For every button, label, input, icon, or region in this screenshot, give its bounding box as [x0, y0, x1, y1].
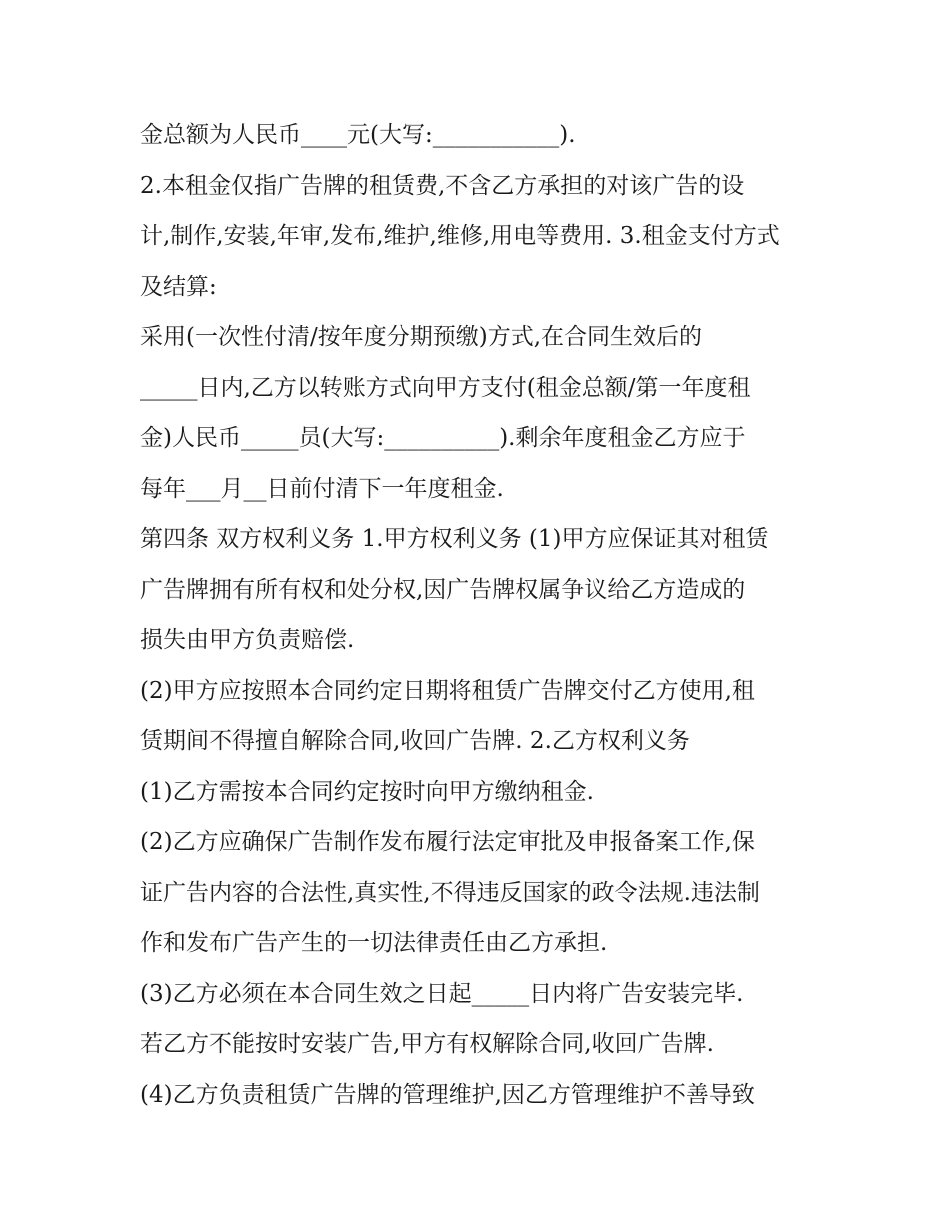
text-line: 金总额为人民币____元(大写:___________).: [140, 122, 576, 148]
text-line: 2.本租金仅指广告牌的租赁费,不含乙方承担的对该广告的设: [140, 172, 745, 199]
text-line: (2)甲方应按照本合同约定日期将租赁广告牌交付乙方使用,租: [140, 677, 755, 704]
text-line: 广告牌拥有所有权和处分权,因广告牌权属争议给乙方造成的: [140, 576, 746, 603]
text-line: 计,制作,安装,年审,发布,维护,维修,用电等费用. 3.租金支付方式: [140, 223, 780, 249]
text-line: 采用(一次性付清/按年度分期预缴)方式,在合同生效后的: [140, 324, 703, 350]
text-line: _____日内,乙方以转账方式向甲方支付(租金总额/第一年度租: [140, 374, 751, 401]
text-line: 损失由甲方负责赔偿.: [140, 627, 355, 653]
text-line: 第四条 双方权利义务 1.甲方权利义务 (1)甲方应保证其对租赁: [140, 526, 769, 552]
text-line: (1)乙方需按本合同约定按时向甲方缴纳租金.: [140, 778, 594, 805]
text-line: (2)乙方应确保广告制作发布履行法定审批及申报备案工作,保: [140, 829, 755, 855]
text-line: 赁期间不得擅自解除合同,收回广告牌. 2.乙方权利义务: [140, 728, 690, 754]
text-line: 证广告内容的合法性,真实性,不得违反国家的政令法规.违法制: [140, 879, 760, 906]
text-line: 金)人民币_____员(大写:__________).剩余年度租金乙方应于: [140, 425, 746, 451]
document-body: [140, 110, 820, 1120]
text-line: (3)乙方必须在本合同生效之日起_____日内将广告安装完毕.: [140, 980, 744, 1007]
text-line: 及结算:: [140, 273, 217, 300]
text-line: 作和发布广告产生的一切法律责任由乙方承担.: [140, 930, 608, 956]
text-line: 每年___月__日前付清下一年度租金.: [140, 475, 504, 502]
text-line: 若乙方不能按时安装广告,甲方有权解除合同,收回广告牌.: [140, 1031, 714, 1057]
text-line: (4)乙方负责租赁广告牌的管理维护,因乙方管理维护不善导致: [140, 1081, 755, 1108]
